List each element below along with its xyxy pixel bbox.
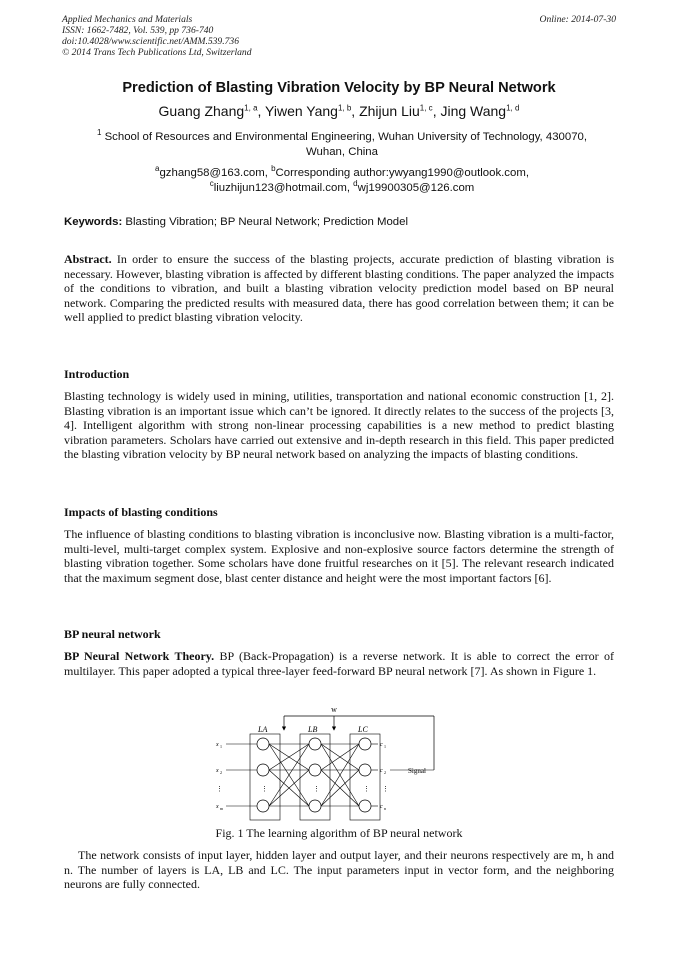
affiliation: [80, 130, 604, 160]
author-name: Zhijun Liu: [359, 103, 420, 119]
introduction-paragraph: Blasting technology is widely used in mining, utilities, transportation and national economic construction [1, 2]. Blasting vibration is an important issue which can’t be ignored. It directly relates to the success of the projects [3, 4]. Intelligent algorithm with strong non-linear processing capabilities is a new method to predict blasting vibration parameters. Scholars have carried out extensive and in-depth research in this field. This paper predicted the blasting vibration velocity by BP neural network based on analyzing the impacts of blasting conditions.: [64, 389, 614, 462]
dots-lc: ⋮: [363, 785, 370, 793]
paper-title: Prediction of Blasting Vibration Velocity by BP Neural Network: [122, 80, 556, 96]
abstract-label: Abstract.: [64, 252, 112, 266]
label-w: w: [331, 705, 337, 714]
label-lb: LB: [308, 725, 318, 734]
label-x1: x: [216, 742, 219, 748]
keywords: [64, 216, 408, 228]
email-a: gzhang58@163.com,: [159, 167, 268, 179]
author-superscript: 1, c: [419, 103, 433, 113]
journal-header: [62, 14, 252, 58]
label-c2: c: [380, 768, 383, 774]
label-c1: c: [380, 742, 383, 748]
abstract: [64, 252, 614, 325]
author-name: Yiwen Yang: [265, 103, 338, 119]
issn-line: ISSN: 1662-7482, Vol. 539, pp 736-740: [62, 25, 214, 36]
label-xm-sub: m: [220, 806, 224, 811]
label-xm: x: [216, 804, 219, 810]
section-heading-bp: BP neural network: [64, 627, 161, 641]
label-la: LA: [258, 725, 268, 734]
affiliation-text: School of Resources and Environmental Engineering, Wuhan University of Technology, 430070, Wuhan, China: [104, 131, 588, 158]
online-date: Online: 2014-07-30: [539, 14, 616, 25]
author-superscript: 1, a: [244, 103, 258, 113]
abstract-text: In order to ensure the success of the blasting projects, accurate prediction of blasting vibration is necessary. However, blasting vibration is affected by different blasting conditions. The paper analyzed the impacts of the conditions to vibration, and built a blasting vibration velocity prediction model based on BP neural network. Comparing the predicted results with measured data, there has good correlation between them; it can be well applied to predict blasting vibration velocity.: [64, 252, 614, 325]
affiliation-superscript: 1: [96, 128, 102, 138]
figure-caption: Fig. 1 The learning algorithm of BP neural network: [215, 826, 463, 840]
label-x2-sub: 2: [220, 770, 222, 775]
email-c: liuzhijun123@hotmail.com,: [213, 182, 350, 194]
doi-line: doi:10.4028/www.scientific.net/AMM.539.736: [62, 36, 240, 47]
bp-lead: BP Neural Network Theory.: [64, 649, 215, 663]
email-b: Corresponding author:ywyang1990@outlook.com,: [275, 167, 529, 179]
bp-network-figure: [212, 704, 452, 822]
bp-text: BP (Back-Propagation) is a reverse network. It is able to correct the error of multilayer. This paper adopted a typical three-layer feed-forward BP neural network [7]. As shown in Figure 1.: [64, 649, 615, 678]
dots-output: ⋮: [382, 785, 389, 793]
label-cn-sub: n: [384, 806, 386, 811]
label-c1-sub: 1: [384, 744, 386, 749]
impacts-paragraph: The influence of blasting conditions to blasting vibration is inconclusive now. Blasting vibration is a multi-factor, multi-level, multi-target complex system. Explosive and non-explosive source factors determine the strength of blasting vibration together. Some scholars have done fruitful researches on it [5]. The relevant research indicated that the maximum segment dose, blast center distance and height were the most important factors [6].: [64, 527, 614, 585]
keywords-label: Keywords:: [64, 216, 123, 228]
author-superscript: 1, b: [337, 103, 352, 113]
dots-input: ⋮: [216, 785, 223, 793]
dots-lb: ⋮: [313, 785, 320, 793]
author-name: Guang Zhang: [158, 103, 245, 119]
label-cn: c: [380, 804, 383, 810]
email-d: wj19900305@126.com: [357, 182, 475, 194]
author-superscript: 1, d: [506, 103, 520, 113]
closing-paragraph: The network consists of input layer, hidden layer and output layer, and their neurons respectively are m, h and n. The number of layers is LA, LB and LC. The input parameters input in vector form, and the neighboring neurons are fully connected.: [64, 848, 614, 892]
author-list: Guang Zhang$^{1, a}$, Yiwen Yang$^{1, b}$, Zhijun Liu$^{1, c}$, Jing Wang$^{1, d}$: [158, 103, 520, 119]
copyright-line: © 2014 Trans Tech Publications Ltd, Switzerland: [62, 47, 252, 58]
section-heading-introduction: Introduction: [64, 367, 130, 381]
bp-paragraph: [64, 649, 614, 678]
section-heading-impacts: Impacts of blasting conditions: [64, 505, 218, 519]
email-list: $^a$gzhang58@163.com, $^b$Corresponding author:ywyang1990@outlook.com, $^c$liuzhijun123@hotmail.com, $^d$wj19900305@126.com: [155, 164, 529, 194]
label-signal: Signal: [408, 767, 426, 775]
label-lc: LC: [358, 725, 368, 734]
label-c2-sub: 2: [384, 770, 386, 775]
author-name: Jing Wang: [440, 103, 507, 119]
keywords-text: Blasting Vibration; BP Neural Network; Prediction Model: [125, 216, 408, 228]
label-x1-sub: 1: [220, 744, 222, 749]
label-x2: x: [216, 768, 219, 774]
dots-la: ⋮: [261, 785, 268, 793]
journal-name: Applied Mechanics and Materials: [62, 14, 193, 25]
